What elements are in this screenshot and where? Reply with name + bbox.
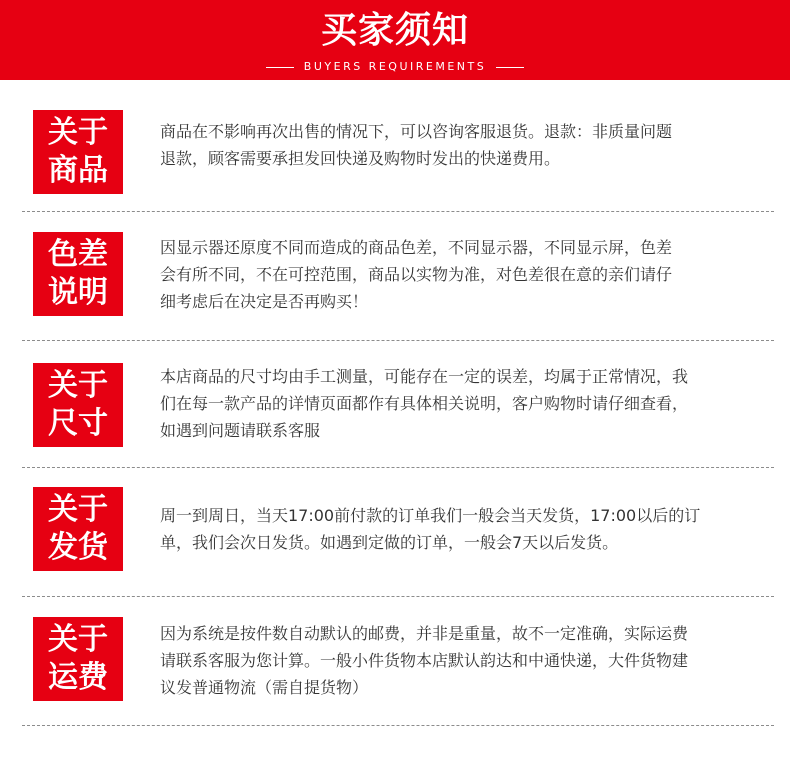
- section-divider: [22, 725, 774, 726]
- section-text: [160, 620, 760, 701]
- section-label: [33, 363, 123, 447]
- section-text-line: 请联系客服为您计算。一般小件货物本店默认韵达和中通快递，大件货物建: [160, 651, 689, 670]
- section-text-line: 退款，顾客需要承担发回快递及购物时发出的快递费用。: [160, 149, 561, 168]
- section-label: [33, 110, 123, 194]
- page-subtitle-text: BUYERS REQUIREMENTS: [303, 60, 487, 73]
- section-label-line2: 尺寸: [48, 406, 108, 441]
- section-label-line2: 运费: [48, 660, 108, 695]
- section-text-line: 商品在不影响再次出售的情况下，可以咨询客服退货。退款：非质量问题: [160, 122, 673, 141]
- section-text-line: 议发普通物流（需自提货物）: [160, 678, 369, 697]
- subtitle-right-rule: [496, 67, 524, 68]
- section-divider: [22, 467, 774, 468]
- section-label-line1: 关于: [48, 368, 108, 403]
- section-divider: [22, 596, 774, 597]
- section-text-line: 周一到周日，当天17:00前付款的订单我们一般会当天发货，17:00以后的订: [160, 506, 701, 525]
- section-label-line1: 关于: [48, 622, 108, 657]
- section-label-line2: 发货: [48, 530, 108, 565]
- section-label: [33, 487, 123, 571]
- section-divider: [22, 211, 774, 212]
- section-text: [160, 118, 760, 172]
- section-label: [33, 617, 123, 701]
- section-text: [160, 363, 760, 444]
- section-label-line1: 关于: [48, 115, 108, 150]
- header-banner: [0, 0, 790, 80]
- section-label-line1: 色差: [48, 237, 108, 272]
- section-label-line2: 说明: [48, 275, 108, 310]
- subtitle-left-rule: [266, 67, 294, 68]
- page-title: 买家须知: [320, 10, 469, 51]
- section-label: [33, 232, 123, 316]
- section-text-line: 因显示器还原度不同而造成的商品色差，不同显示器，不同显示屏，色差: [160, 238, 673, 257]
- section-text-line: 细考虑后在决定是否再购买！: [160, 292, 369, 311]
- section-text: [160, 234, 760, 315]
- section-text-line: 单，我们会次日发货。如遇到定做的订单，一般会7天以后发货。: [160, 533, 619, 552]
- section-text-line: 会有所不同，不在可控范围，商品以实物为准，对色差很在意的亲们请仔: [160, 265, 673, 284]
- section-label-line1: 关于: [48, 492, 108, 527]
- section-text-line: 们在每一款产品的详情页面都作有具体相关说明，客户购物时请仔细查看，: [160, 394, 689, 413]
- section-divider: [22, 340, 774, 341]
- section-text-line: 因为系统是按件数自动默认的邮费，并非是重量，故不一定准确，实际运费: [160, 624, 689, 643]
- section-text: [160, 502, 760, 556]
- section-label-line2: 商品: [48, 153, 108, 188]
- page-subtitle: [0, 59, 790, 75]
- section-text-line: 本店商品的尺寸均由手工测量，可能存在一定的误差，均属于正常情况，我: [160, 367, 689, 386]
- section-text-line: 如遇到问题请联系客服: [160, 421, 321, 440]
